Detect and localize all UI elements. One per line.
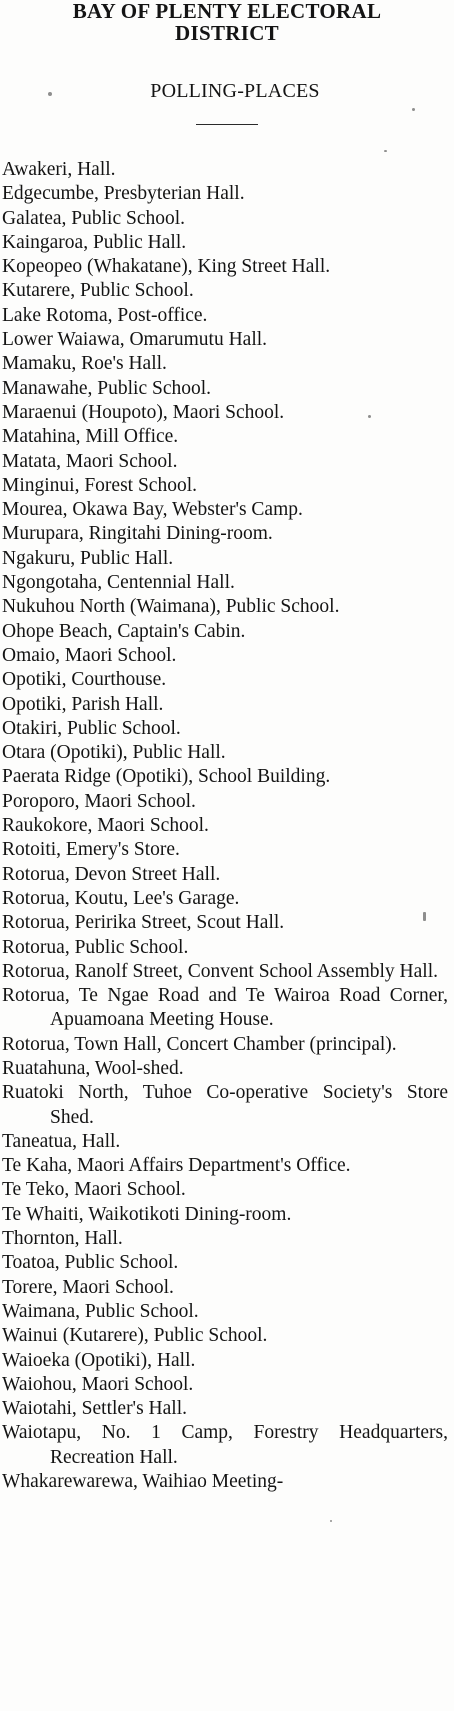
polling-place-entry: Waiotahi, Settler's Hall. [2, 1398, 187, 1420]
polling-place-entry: Murupara, Ringitahi Dining-room. [2, 523, 273, 545]
polling-place-entry: Rotorua, Devon Street Hall. [2, 863, 221, 885]
polling-place-entry: Te Kaha, Maori Affairs Department's Office. [2, 1155, 351, 1177]
polling-place-entry: Mamaku, Roe's Hall. [2, 353, 167, 375]
section-divider [196, 124, 258, 125]
print-speck [368, 415, 371, 418]
polling-place-entry: Rotorua, Te Ngae Road and Te Wairoa Road Corner, Apuamoana Meeting House. [2, 985, 448, 1031]
polling-place-entry: Kutarere, Public School. [2, 280, 194, 302]
polling-place-entry: Matahina, Mill Office. [2, 426, 179, 448]
polling-place-entry: Rotoiti, Emery's Store. [2, 839, 180, 861]
polling-place-entry: Awakeri, Hall. [2, 159, 116, 180]
polling-place-entry: Rotorua, Koutu, Lee's Garage. [2, 887, 240, 909]
polling-place-entry: Waiotapu, No. 1 Camp, Forestry Headquarters, Recreation Hall. [2, 1422, 448, 1468]
polling-place-entry: Whakarewarewa, Waihiao Meeting- [2, 1471, 284, 1493]
polling-place-entry: Ruatoki North, Tuhoe Co-operative Society's Store Shed. [2, 1082, 448, 1128]
polling-place-entry: Nukuhou North (Waimana), Public School. [2, 596, 340, 618]
print-speck [384, 150, 387, 152]
polling-place-entry: Toatoa, Public School. [2, 1252, 179, 1274]
polling-place-entry: Galatea, Public School. [2, 207, 186, 229]
polling-place-entry: Ngongotaha, Centennial Hall. [2, 572, 235, 594]
polling-place-entry: Waioeka (Opotiki), Hall. [2, 1349, 196, 1371]
polling-place-entry: Mourea, Okawa Bay, Webster's Camp. [2, 499, 303, 521]
polling-place-entry: Opotiki, Parish Hall. [2, 693, 164, 715]
polling-place-entry: Edgecumbe, Presbyterian Hall. [2, 183, 245, 205]
polling-place-entry: Raukokore, Maori School. [2, 815, 209, 837]
polling-place-entry: Kaingaroa, Public Hall. [2, 231, 187, 253]
polling-place-entry: Taneatua, Hall. [2, 1130, 121, 1152]
polling-places-list [0, 158, 448, 1494]
print-speck [423, 912, 426, 921]
polling-place-entry: Torere, Maori School. [2, 1276, 174, 1298]
polling-place-entry: Opotiki, Courthouse. [2, 669, 167, 691]
polling-place-entry: Matata, Maori School. [2, 450, 178, 472]
polling-place-entry: Rotorua, Public School. [2, 936, 189, 958]
polling-place-entry: Omaio, Maori School. [2, 644, 177, 666]
polling-place-entry: Lower Waiawa, Omarumutu Hall. [2, 329, 268, 351]
polling-place-entry: Waimana, Public School. [2, 1300, 199, 1322]
print-speck [330, 1520, 332, 1522]
polling-place-entry: Te Teko, Maori School. [2, 1179, 186, 1201]
polling-place-entry: Waiohou, Maori School. [2, 1373, 194, 1395]
polling-place-entry: Rotorua, Ranolf Street, Convent School Assembly Hall. [2, 960, 438, 982]
district-title-line-1: BAY OF PLENTY ELECTORAL [72, 0, 382, 23]
polling-place-entry: Kopeopeo (Whakatane), King Street Hall. [2, 256, 331, 278]
polling-place-entry: Wainui (Kutarere), Public School. [2, 1325, 268, 1347]
polling-place-entry: Otakiri, Public School. [2, 717, 181, 739]
polling-places-subtitle: POLLING-PLACES [150, 80, 320, 102]
print-speck [48, 92, 52, 96]
polling-place-entry: Lake Rotoma, Post-office. [2, 304, 208, 326]
polling-place-entry: Te Whaiti, Waikotikoti Dining-room. [2, 1203, 292, 1225]
polling-place-entry: Thornton, Hall. [2, 1228, 123, 1250]
polling-place-entry: Poroporo, Maori School. [2, 790, 196, 812]
polling-place-entry: Rotorua, Peririka Street, Scout Hall. [2, 912, 285, 934]
polling-place-entry: Manawahe, Public School. [2, 377, 212, 399]
print-speck [412, 108, 415, 111]
polling-place-entry: Ngakuru, Public Hall. [2, 547, 174, 569]
polling-place-entry: Ruatahuna, Wool-shed. [2, 1057, 184, 1079]
polling-place-entry: Maraenui (Houpoto), Maori School. [2, 401, 285, 423]
district-title-line-2: DISTRICT [175, 21, 279, 45]
polling-place-entry: Ohope Beach, Captain's Cabin. [2, 620, 246, 642]
polling-place-entry: Paerata Ridge (Opotiki), School Building. [2, 766, 331, 788]
polling-place-entry: Rotorua, Town Hall, Concert Chamber (principal). [2, 1033, 397, 1055]
polling-place-entry: Minginui, Forest School. [2, 474, 198, 496]
polling-place-entry: Otara (Opotiki), Public Hall. [2, 742, 226, 764]
